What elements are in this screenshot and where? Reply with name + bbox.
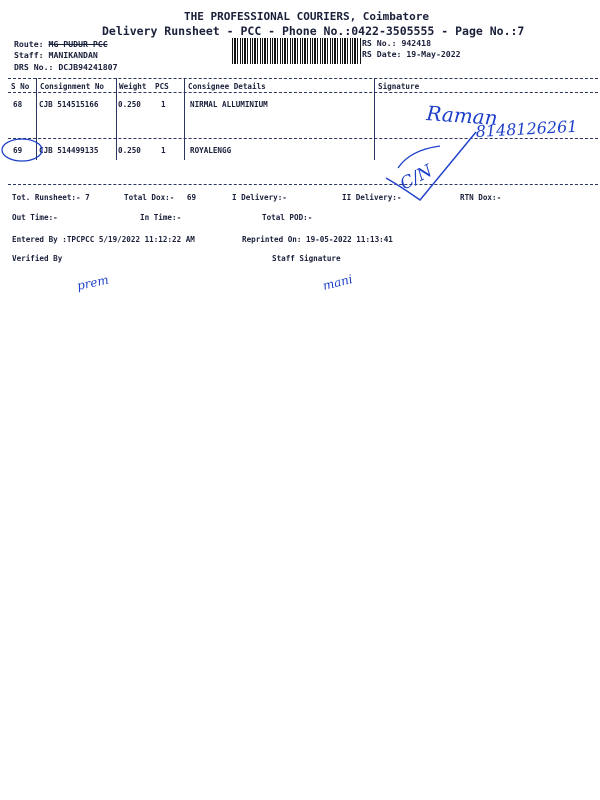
rs-no-label: RS No.: bbox=[362, 38, 397, 48]
company-title: THE PROFESSIONAL COURIERS, Coimbatore bbox=[184, 10, 430, 23]
row-consignment: CJB 514499135 bbox=[39, 146, 99, 155]
staff-signature: Staff Signature bbox=[272, 254, 341, 263]
ii-delivery: II Delivery:- bbox=[342, 193, 402, 202]
entered-by: Entered By :TPCPCC 5/19/2022 11:12:22 AM bbox=[12, 235, 195, 244]
handwritten-phone: 8148126261 bbox=[475, 116, 578, 141]
i-delivery: I Delivery:- bbox=[232, 193, 287, 202]
rs-no-value: 942418 bbox=[401, 38, 432, 48]
route-label: Route: bbox=[14, 39, 44, 49]
verified-by: Verified By bbox=[12, 254, 63, 263]
staff-label: Staff: bbox=[14, 50, 44, 60]
reprinted-on: Reprinted On: 19-05-2022 11:13:41 bbox=[242, 235, 393, 244]
rs-date-value: 19-May-2022 bbox=[406, 49, 461, 59]
row-pcs: 1 bbox=[161, 100, 166, 109]
drs-label: DRS No.: bbox=[14, 62, 54, 72]
runsheet-subtitle: Delivery Runsheet - PCC - Phone No.:0422-3505555 - Page No.:7 bbox=[102, 24, 525, 38]
staff-value: MANIKANDAN bbox=[48, 50, 98, 60]
signature-verified: prem bbox=[75, 272, 110, 293]
total-runsheet: Tot. Runsheet:- 7 bbox=[12, 193, 90, 202]
row-consignment: CJB 514515166 bbox=[39, 100, 99, 109]
row-sno: 69 bbox=[13, 146, 23, 155]
total-dox-label: Total Dox:- bbox=[124, 193, 175, 202]
route-value: MG PUDUR PCC bbox=[48, 39, 108, 49]
total-dox-value: 69 bbox=[186, 193, 197, 202]
row-consignee: ROYALENGG bbox=[190, 146, 232, 155]
row-pcs: 1 bbox=[161, 146, 166, 155]
drs-value: DCJB94241807 bbox=[58, 62, 118, 72]
row-weight: 0.250 bbox=[118, 100, 141, 109]
row-sno: 68 bbox=[13, 100, 23, 109]
handwritten-stamp: C/N bbox=[396, 160, 437, 195]
total-pod: Total POD:- bbox=[262, 213, 313, 222]
col-header-sno: S No bbox=[11, 82, 30, 91]
in-time: In Time:- bbox=[140, 213, 182, 222]
out-time: Out Time:- bbox=[12, 213, 58, 222]
signature-staff: mani bbox=[321, 272, 354, 293]
col-header-signature: Signature bbox=[378, 82, 420, 91]
row-weight: 0.250 bbox=[118, 146, 141, 155]
sno-circle-mark bbox=[2, 139, 42, 161]
row-consignee: NIRMAL ALLUMINIUM bbox=[190, 100, 268, 109]
col-header-weight: Weight bbox=[119, 82, 147, 91]
col-header-pcs: PCS bbox=[155, 82, 169, 91]
col-header-consignment: Consignment No bbox=[40, 82, 105, 91]
handwritten-name: Raman bbox=[425, 101, 499, 130]
rtn-dox: RTN Dox:- bbox=[460, 193, 502, 202]
col-header-consignee: Consignee Details bbox=[188, 82, 266, 91]
rs-date-label: RS Date: bbox=[362, 49, 402, 59]
